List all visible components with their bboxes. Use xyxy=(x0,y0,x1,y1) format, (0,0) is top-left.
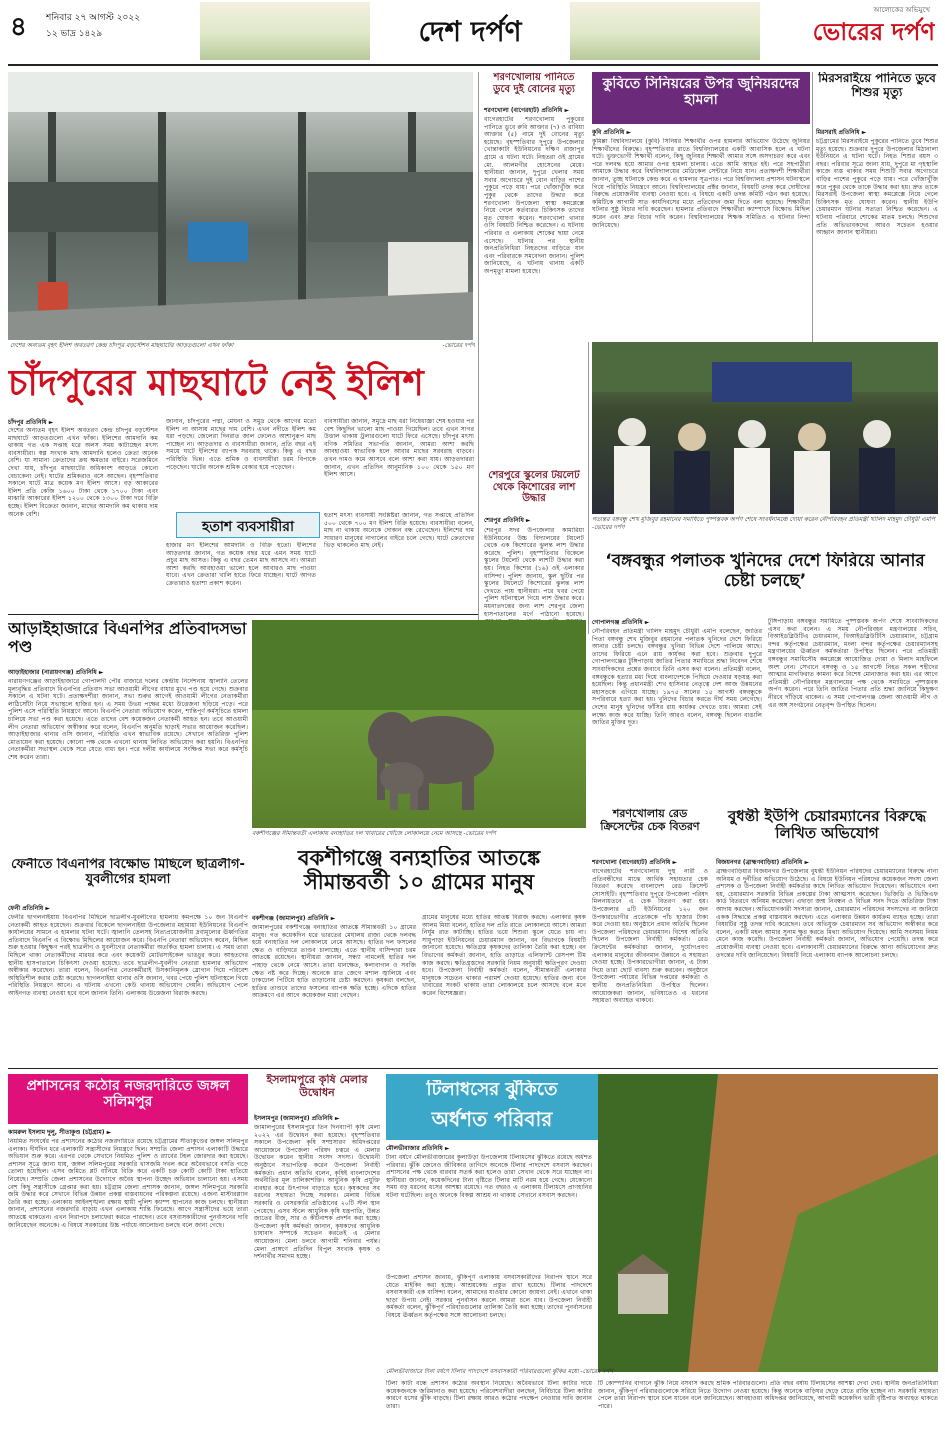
chandpur-col2: জানান, চাঁদপুরের পদ্মা, মেঘনা ও সমুদ্র থেকে আগের মতো ইলিশ না আসায় মাছের দাম বেশি। এখন নদীতে ইলিশ কম ধরা পড়ছে। জেলেরা দিনরাত জাল ফেলেও আশানুরূপ মাছ পাচ্ছেন না। আড়তদার ও ব্যবসায়ীরা জানান, প্রতি বছর এই সময়ে ঘাটে ইলিশের ব্যাপক সরবরাহ থাকে। কিন্তু এ বছর পরিস্থিতি ভিন্ন। এতে শ্রমিক ও ব্যবসায়ীরা চরম বিপাকে পড়েছেন। ঘাটের অনেক শ্রমিক বেকার হয়ে পড়েছেন। xyxy=(166,418,316,471)
logo-tagline: আলোকের অভিমুখে xyxy=(873,6,930,14)
page-header xyxy=(0,0,945,64)
bottom-section-rule xyxy=(8,1068,938,1069)
mirsharai-byline: মিরসরাই প্রতিনিধি ► xyxy=(816,129,867,136)
elephant-caption-credit: -ভোরের দর্পণ xyxy=(463,830,496,837)
kubi-headline-box xyxy=(592,72,810,124)
tila-body4: টি কোম্পানির বাগানে ঝুঁকি নিয়ে বসবাস করছে শ্রমিক পরিবারগুলো। প্রতি বছর বর্ষায় টিলাধসের আশঙ্কা দেখা দেয়। স্থানীয় জনপ্রতিনিধিরা জানান, ঝুঁকিপূর্ণ পরিবারগুলোকে সরিয়ে নিতে উদ্যোগ নেওয়া হয়েছে। কিন্তু অনেকে বাড়িঘর ছেড়ে যেতে রাজি হচ্ছেন না। সরকারি সহায়তা পেলে তারা নিরাপদ স্থানে চলে যাবেন বলে জানিয়েছেন। আবহাওয়া অধিদপ্তর জানিয়েছে, আগামী কয়েকদিন ভারী বৃষ্টিপাত অব্যাহত থাকতে পারে। xyxy=(598,1380,938,1410)
chandpur-byline: চাঁদপুর প্রতিনিধি ► xyxy=(8,419,54,426)
elephant-photo xyxy=(252,620,586,828)
column-divider-2 xyxy=(588,342,589,634)
araihazar-byline: আড়াইহাজার (নারায়ণগঞ্জ) প্রতিনিধি ► xyxy=(8,669,104,676)
redcrescent-byline: শরণখোলা (বাগেরহাট) প্রতিনিধি ► xyxy=(592,859,678,866)
elephant-headline: বকশীগঞ্জে বন্যহাতির আতঙ্কে সীমান্তবর্তী ১০ গ্রামের মানুষ xyxy=(297,846,541,895)
column-divider xyxy=(478,72,479,672)
islampur-headline: ইসলামপুরে কৃষি মেলার উদ্বোধন xyxy=(266,1074,368,1099)
sherpur-headline: শেরপুরে স্কুলের টয়লেট থেকে কিশোরের লাশ উদ্ধার xyxy=(488,470,580,504)
drowning-byline: শরণখোলা (বাগেরহাট) প্রতিনিধি ► xyxy=(484,107,570,114)
tila-byline: মৌলভীবাজার প্রতিনিধি ► xyxy=(386,1145,450,1152)
chandpur-headline: চাঁদপুরের মাছঘাটে নেই ইলিশ xyxy=(8,363,424,404)
islampur-body: জামালপুরের ইসলামপুরে তিন দিনব্যাপী কৃষি মেলা ২০২২ এর উদ্বোধন করা হয়েছে। বৃহস্পতিবার সকালে উপজেলা কৃষি সম্প্রসারণ অধিদপ্তরের আয়োজনে উপজেলা পরিষদ চত্বরে এ মেলার উদ্বোধন করেন স্থানীয় সংসদ সদস্য। উদ্বোধনী অনুষ্ঠানে সভাপতিত্ব করেন উপজেলা নির্বাহী কর্মকর্তা। প্রধান অতিথি বলেন, কৃষিই বাংলাদেশের অর্থনীতির মূল চালিকাশক্তি। আধুনিক কৃষি প্রযুক্তি ব্যবহার করে উৎপাদন বাড়াতে হবে। কৃষকদের সব ধরনের সহায়তা দিচ্ছে সরকার। মেলায় বিভিন্ন সরকারি ও বেসরকারি প্রতিষ্ঠানের ২০টি স্টল স্থান পেয়েছে। এসব স্টলে আধুনিক কৃষি যন্ত্রপাতি, উন্নত জাতের বীজ, সার ও কীটনাশক প্রদর্শন করা হচ্ছে। উপজেলা কৃষি কর্মকর্তা জানান, কৃষকদের আধুনিক চাষাবাদ সম্পর্কে সচেতন করতেই এ মেলার আয়োজন। মেলা চলবে আগামী শনিবার পর্যন্ত। মেলা প্রাঙ্গণে প্রতিদিন বিপুল সংখ্যক কৃষক ও দর্শনার্থীর সমাগম হচ্ছে। xyxy=(254,1124,380,1261)
bangabandhu-col2: টুঙ্গিপাড়ায় বঙ্গবন্ধুর সমাধিতে পুষ্পস্তবক অর্পণ শেষে সাংবাদিকদের এসব কথা বলেন। এ সময় নৌপরিবহন মন্ত্রণালয়ের সচিব, বিআইডব্লিউটিএ চেয়ারম্যান, বিআইডব্লিউটিসি চেয়ারম্যান, চট্টগ্রাম বন্দর কর্তৃপক্ষের চেয়ারম্যান, মংলা বন্দর কর্তৃপক্ষের চেয়ারম্যানসহ মন্ত্রণালয়ের ঊর্ধ্বতন কর্মকর্তারা উপস্থিত ছিলেন। পরে প্রতিমন্ত্রী বঙ্গবন্ধুর সমাধিসৌধ কমপ্লেক্সে আয়োজিত দোয়া ও মিলাদ মাহফিলে অংশ নেন। সেখানে বঙ্গবন্ধু ও ১৫ আগস্টে নিহত সকল শহীদের আত্মার মাগফিরাত কামনা করে বিশেষ মোনাজাত করা হয়। এর আগে প্রতিমন্ত্রী নৌপরিবহন মন্ত্রণালয়ের পক্ষ থেকে সমাধিতে পুষ্পস্তবক অর্পণ করেন। পরে তিনি জাতির পিতার প্রতি শ্রদ্ধা জানিয়ে কিছুক্ষণ নীরবে দাঁড়িয়ে থাকেন। এ সময় গোপালগঞ্জ জেলা আওয়ামী লীগ ও এর অঙ্গ সংগঠনের নেতৃবৃন্দ উপস্থিত ছিলেন। xyxy=(768,618,938,709)
redcrescent-body: বাগেরহাটের শরণখোলায় দুস্থ নারী ও প্রতিবন্ধীদের মাঝে আর্থিক সহায়তার চেক বিতরণ করেছে বাংলাদেশ রেড ক্রিসেন্ট সোসাইটি। বৃহস্পতিবার দুপুরে উপজেলা পরিষদ মিলনায়তনে এ চেক বিতরণ করা হয়। উপজেলার ৪টি ইউনিয়নের ১২০ জন উপকারভোগীর প্রত্যেককে পাঁচ হাজার টাকা করে দেওয়া হয়। অনুষ্ঠানে প্রধান অতিথি ছিলেন উপজেলা পরিষদের চেয়ারম্যান। বিশেষ অতিথি ছিলেন উপজেলা নির্বাহী কর্মকর্তা। রেড ক্রিসেন্টের কর্মকর্তারা জানান, দুর্যোগপ্রবণ এলাকার মানুষের জীবনমান উন্নয়নে এ সহায়তা দেওয়া হচ্ছে। উপকারভোগীরা জানান, এ টাকা দিয়ে তারা ছোট ব্যবসা শুরু করবেন। অনুষ্ঠানে উপজেলা পর্যায়ের বিভিন্ন দপ্তরের কর্মকর্তা ও স্থানীয় জনপ্রতিনিধিরা উপস্থিত ছিলেন। আয়োজকরা জানান, ভবিষ্যতেও এ ধরনের সহায়তা অব্যাহত থাকবে। xyxy=(592,868,708,1005)
araihazar-headline: আড়াইহাজারে বিএনপির প্রতিবাদসভা পণ্ড xyxy=(8,620,247,657)
header-rule xyxy=(8,64,938,66)
elephant-caption-text: বকশীগঞ্জের সীমান্তবর্তী এলাকায় বন্যহাতির দল খাবারের খোঁজে লোকালয়ে নেমে আসছে xyxy=(252,830,462,837)
bangabandhu-col1: নৌপরিবহন প্রতিমন্ত্রী খালিদ মাহমুদ চৌধুরী এমপি বলেছেন, জাতির পিতা বঙ্গবন্ধু শেখ মুজিবুর রহমানের পলাতক খুনিদের দেশে ফিরিয়ে আনার চেষ্টা চলছে। বঙ্গবন্ধুর খুনিরা বিভিন্ন দেশে পালিয়ে আছে। তাদের ফিরিয়ে এনে রায় কার্যকর করা হবে। শুক্রবার দুপুরে গোপালগঞ্জের টুঙ্গিপাড়ায় জাতির পিতার সমাধিতে শ্রদ্ধা নিবেদন শেষে সাংবাদিকদের প্রশ্নের জবাবে তিনি এসব কথা বলেন। প্রতিমন্ত্রী বলেন, বঙ্গবন্ধুকে হত্যার মধ্য দিয়ে বাংলাদেশকে পিছিয়ে দেওয়ার ষড়যন্ত্র করা হয়েছিল। কিন্তু প্রধানমন্ত্রী শেখ হাসিনার নেতৃত্বে দেশ আজ উন্নয়নের মহাসড়কে এগিয়ে যাচ্ছে। ১৯৭৫ সালের ১৫ আগস্ট বঙ্গবন্ধুকে সপরিবারে হত্যা করা হয়। খুনিদের বিচার করতে দীর্ঘ সময় লেগেছে। দেশের মানুষ খুনিদের ফাঁসির রায় কার্যকর দেখতে চায়। আমরা সেই লক্ষ্যে কাজ করে যাচ্ছি। তিনি আরও বলেন, বঙ্গবন্ধু ছিলেন বাঙালি জাতির মুক্তির দূত। xyxy=(592,628,762,727)
mirsharai-headline: মিরসরাইয়ে পানিতে ডুবে শিশুর মৃত্যু xyxy=(818,72,936,99)
chandpur-subhead-box xyxy=(176,512,320,538)
salimpur-byline: কামরুল ইসলাম দুলু, সীতাকুণ্ড (চট্টগ্রাম) ► xyxy=(8,1129,112,1136)
kubi-byline: কুবি প্রতিনিধি ► xyxy=(592,129,632,136)
mourning-caption xyxy=(592,516,938,540)
tila-headline-box xyxy=(386,1074,598,1140)
tila-headline-line2: অর্ধশত পরিবার xyxy=(431,1108,553,1131)
islampur-byline: ইসলামপুর (জামালপুর) প্রতিনিধি ► xyxy=(254,1115,340,1122)
feni-headline: ফেনীতে বিএনপির বিক্ষোভ মিছিলে ছাত্রলীগ-যুবলীগের হামলা xyxy=(11,858,245,887)
date-line-1: শনিবার ২৭ আগস্ট ২০২২ xyxy=(46,13,141,22)
tila-body1: টানা বর্ষণে মৌলভীবাজারের কুলাউড়া উপজেলায় টিলাধসের ঝুঁকিতে রয়েছে অর্ধশত পরিবার। ঝুঁকি জেনেও জীবিকার তাগিদে অনেকে টিলার পাদদেশে বসবাস করছেন। প্রশাসনের পক্ষ থেকে বারবার সতর্ক করা হলেও তারা সেখান থেকে সরে যাচ্ছেন না। স্থানীয়রা জানান, কয়েকদিনের টানা বৃষ্টিতে টিলার মাটি নরম হয়ে গেছে। যেকোনো সময় বড় ধরনের ধসের আশঙ্কা রয়েছে। গত বছরও এ এলাকায় টিলাধসে প্রাণহানির ঘটনা ঘটেছিল। তবুও অনেকে বিকল্প আশ্রয় না থাকায় সেখানে বসবাস করছেন। xyxy=(386,1154,592,1199)
budhanti-headline: বুধন্তী ইউপি চেয়ারম্যানের বিরুদ্ধে লিখিত অভিযোগ xyxy=(727,808,927,843)
tila-body2: উপজেলা প্রশাসন জানায়, ঝুঁকিপূর্ণ এলাকায় বসবাসকারীদের নিরাপদ স্থানে সরে যেতে মাইকিং করা হচ্ছে। আশ্রয়কেন্দ্র প্রস্তুত রাখা হয়েছে। টিলার পাদদেশে বসবাসকারী এক বাসিন্দা বলেন, আমাদের যাওয়ার কোনো জায়গা নেই। এখানে থাকা ছাড়া উপায় নেই। সরকার পুনর্বাসন করলে আমরা চলে যাব। উপজেলা নির্বাহী কর্মকর্তা বলেন, ঝুঁকিপূর্ণ পরিবারগুলোর তালিকা তৈরি করা হচ্ছে। তাদের পুনর্বাসনের বিষয়ে ঊর্ধ্বতন কর্তৃপক্ষের সঙ্গে আলোচনা চলছে। xyxy=(386,1274,592,1319)
tila-headline-line1: টিলাধসের ঝুঁকিতে xyxy=(426,1080,558,1100)
kubi-headline: কুবিতে সিনিয়রের উপর জুনিয়রদের হামলা xyxy=(602,76,800,109)
budhanti-body: ব্রাহ্মণবাড়িয়ার বিজয়নগর উপজেলার বুধন্তী ইউনিয়ন পরিষদের চেয়ারম্যানের বিরুদ্ধে নানা অনিয়ম ও দুর্নীতির অভিযোগ উঠেছে। এ বিষয়ে ইউনিয়ন পরিষদের কয়েকজন সদস্য জেলা প্রশাসক ও উপজেলা নির্বাহী কর্মকর্তার কাছে লিখিত অভিযোগ দিয়েছেন। অভিযোগে বলা হয়, চেয়ারম্যান সরকারি বিভিন্ন প্রকল্পের টাকা আত্মসাৎ করেছেন। ভিজিডি ও ভিজিএফ কার্ড বিতরণে অনিয়ম করেছেন। এছাড়া জন্ম নিবন্ধন ও বিভিন্ন সনদ দিতে অতিরিক্ত টাকা আদায় করছেন। অভিযোগকারী সদস্যরা জানান, চেয়ারম্যান পরিষদের সদস্যদের না জানিয়ে একক সিদ্ধান্তে প্রকল্প বাস্তবায়ন করছেন। এতে এলাকার উন্নয়ন কার্যক্রম ব্যাহত হচ্ছে। তারা বিষয়টির সুষ্ঠু তদন্ত দাবি করেছেন। তবে অভিযুক্ত চেয়ারম্যান সব অভিযোগ অস্বীকার করে বলেন, একটি মহল আমার সুনাম ক্ষুণ্ণ করতে মিথ্যা অভিযোগ দিয়েছে। আমি সবসময় নিয়ম মেনে কাজ করেছি। উপজেলা নির্বাহী কর্মকর্তা জানান, অভিযোগ পেয়েছি। তদন্ত করে প্রয়োজনীয় ব্যবস্থা নেওয়া হবে। এলাকাবাসী চেয়ারম্যানের বিরুদ্ধে আনা অভিযোগের দ্রুত তদন্তের দাবি জানিয়েছেন। বিষয়টি নিয়ে এলাকায় ব্যাপক আলোচনা চলছে। xyxy=(716,868,938,959)
landslide-illustration xyxy=(598,1074,938,1372)
newspaper-logo: ভোরের দর্পণ xyxy=(812,18,935,46)
fish-market-photo xyxy=(8,72,473,340)
salimpur-headline-box xyxy=(8,1074,248,1124)
feni-byline: ফেনী প্রতিনিধি ► xyxy=(8,905,50,912)
fish-market-caption xyxy=(10,342,410,352)
feni-body: ফেনীর ছাগলনাইয়ায় বিএনপির মিছিলে ছাত্রলীগ-যুবলীগের হামলায় কমপক্ষে ১০ জন বিএনপি নেতাকর্মী আহত হয়েছেন। শুক্রবার বিকেলে ছাগলনাইয়া উপজেলার মহামায়া ইউনিয়নের বিএনপি কার্যালয়ের সামনে এ হামলার ঘটনা ঘটে। জ্বালানি তেলসহ নিত্যপ্রয়োজনীয় দ্রব্যমূল্যের ঊর্ধ্বগতির প্রতিবাদে বিএনপি এ বিক্ষোভ মিছিলের আয়োজন করে। বিএনপি নেতারা অভিযোগ করেন, মিছিল শুরু হওয়ার কিছুক্ষণ পরই ছাত্রলীগ ও যুবলীগের নেতাকর্মীরা অতর্কিত হামলা চালায়। এ সময় তারা মিছিলে থাকা নেতাকর্মীদের মারধর করে এবং কয়েকটি মোটরসাইকেল ভাঙচুর করে। আহতদের স্থানীয় হাসপাতালে চিকিৎসা দেওয়া হয়েছে। তবে ছাত্রলীগ-যুবলীগ নেতারা হামলার অভিযোগ অস্বীকার করেছেন। তারা বলেন, বিএনপির নেতাকর্মীরাই উসকানিমূলক স্লোগান দিয়ে পরিবেশ অস্থিতিশীল করার চেষ্টা করেছে। ছাগলনাইয়া থানার ওসি জানান, খবর পেয়ে পুলিশ ঘটনাস্থলে গিয়ে পরিস্থিতি নিয়ন্ত্রণে আনে। এ ঘটনায় এখনো কেউ থানায় অভিযোগ দেয়নি। অভিযোগ পেলে আইনগত ব্যবস্থা নেওয়া হবে বলে জানান তিনি। এলাকায় উত্তেজনা বিরাজ করছে। xyxy=(8,914,248,997)
salimpur-headline: প্রশাসনের কঠোর নজরদারিতে জঙ্গল সলিমপুর xyxy=(26,1078,230,1111)
chandpur-subhead: হতাশ ব্যবসায়ীরা xyxy=(201,519,295,535)
bangabandhu-headline: ‘বঙ্গবন্ধুর পলাতক খুনিদের দেশে ফিরিয়ে আনার চেষ্টা চলছে’ xyxy=(605,552,925,591)
mourning-caption-text: গত্যন্তর বঙ্গবন্ধু শেখ মুজিবুর রহমানের সমাধিতে পুষ্পস্তবক অর্পণ শেষে সংবর্ধনামঞ্চে দোয়া করেন নৌপরিবহন প্রতিমন্ত্রী খালিদ মাহমুদ চৌধুরী এমপি xyxy=(592,516,935,523)
header-decor-right xyxy=(570,2,760,60)
mourning-caption-credit: -ভোরের দর্পণ xyxy=(592,523,625,531)
elephant-byline: বকশীগঞ্জ (জামালপুর) প্রতিনিধি ► xyxy=(252,915,336,922)
tila-body3: টিলা কাটা বন্ধে প্রশাসন কঠোর অবস্থান নিয়েছে। অবৈধভাবে টিলা কাটার দায়ে কয়েকজনকে জরিমানাও করা হয়েছে। পরিবেশবাদীরা বলছেন, নির্বিচারে টিলা কাটার কারণে ধসের ঝুঁকি বাড়ছে। টিলা রক্ষায় আরও কঠোর পদক্ষেপ নেওয়ার দাবি জানান তারা। xyxy=(386,1380,592,1410)
chandpur-col3: ব্যবসায়ীরা জানান, সমুদ্রে মাছ ধরা নিষেধাজ্ঞা শেষ হওয়ার পর বেশ কিছুদিন ভালো মাছ পাওয়া গিয়েছিল। তবে এখন সাগর উত্তাল থাকায় ট্রলারগুলো ঘাটে ফিরে এসেছে। চাঁদপুর মৎস্য বণিক সমিতির সভাপতি জানান, আমরা আশা করছি আবহাওয়া স্বাভাবিক হলে আবার মাছের সরবরাহ বাড়বে। তখন দামও কমে আসবে বলে আশা করা যায়। আড়তদাররা জানান, এখন প্রতিদিন আনুমানিক ১০০ থেকে ১৫০ মণ ইলিশ আসে। xyxy=(324,418,474,479)
fish-market-credit: -ভোরের দর্পণ xyxy=(442,342,475,349)
budhanti-byline: বিজয়নগর (ব্রাহ্মণবাড়িয়া) প্রতিনিধি ► xyxy=(716,859,810,866)
drowning-body: বাগেরহাটের শরণখোলায় পুকুরের পানিতে ডুবে রুবি আক্তার (৭) ও রাবিয়া আক্তার (৫) নামে দুই বোনের মৃত্যু হয়েছে। বৃহস্পতিবার দুপুরে উপজেলার খোন্তাকাটা ইউনিয়নের দক্ষিণ রাজাপুর গ্রামে এ ঘটনা ঘটে। নিহতরা ওই গ্রামের মো. আলমগীর হোসেনের মেয়ে। স্থানীয়রা জানান, দুপুরে খেলার সময় সবার অগোচরে দুই বোন বাড়ির পাশের পুকুরে পড়ে যায়। পরে খোঁজাখুঁজি করে পুকুর থেকে তাদের উদ্ধার করে শরণখোলা উপজেলা স্বাস্থ্য কমপ্লেক্সে নিয়ে গেলে কর্তব্যরত চিকিৎসক তাদের মৃত ঘোষণা করেন। শরণখোলা থানার ওসি বিষয়টি নিশ্চিত করেছেন। এ ঘটনায় পরিবার ও এলাকায় শোকের ছায়া নেমে এসেছে। ঘটনার পর স্থানীয় জনপ্রতিনিধিরা নিহতদের বাড়িতে যান এবং পরিবারকে সমবেদনা জানান। পুলিশ জানিয়েছে, এ ঘটনায় থানায় একটি অপমৃত্যু মামলা হয়েছে। xyxy=(484,116,584,275)
chandpur-col2b: হাজার মণ ইলিশের আমদানি ও বিক্রি হতো। ইলিশের আড়তদার জানান, গত কয়েক বছর ধরে এমন সময় ঘাটে প্রচুর মাছ আসত। কিন্তু এ বছর তেমন মাছ আসছে না। আমরা আশা করছি আবহাওয়া ভালো হলে আবারও মাছ পাওয়া যাবে। এখন ক্রেতারা খালি হাতে ফিরে যাচ্ছেন। ঘাটে আগত ক্রেতারাও হতাশা প্রকাশ করেন। xyxy=(166,542,316,587)
araihazar-body: নারায়ণগঞ্জের আড়াইহাজারে গোপালদী পৌর বাজারে দলের কেন্দ্রীয় নির্দেশনায় জ্বালানি তেলের মূল্যবৃদ্ধির প্রতিবাদে বিএনপির প্রতিবাদ সভা আওয়ামী লীগের বাধার মুখে পণ্ড হয়ে গেছে। শুক্রবার সকালে এ ঘটনা ঘটে। প্রত্যক্ষদর্শীরা জানান, সভা শুরুর আগেই আওয়ামী লীগের নেতাকর্মীরা লাঠিসোঁটা নিয়ে সভাস্থলে হাজির হন। এ সময় উভয় পক্ষের মধ্যে উত্তেজনা ছড়িয়ে পড়ে। পরে পুলিশ এসে পরিস্থিতি নিয়ন্ত্রণে আনে। বিএনপি নেতারা অভিযোগ করেন, শান্তিপূর্ণ কর্মসূচিতে হামলা চালিয়ে সভা পণ্ড করা হয়েছে। এতে তাদের বেশ কয়েকজন নেতাকর্মী আহত হন। তবে আওয়ামী লীগ নেতারা অভিযোগ অস্বীকার করে বলেন, বিএনপি অনুমতি ছাড়াই সভার আয়োজন করেছিল। আড়াইহাজার থানার ওসি জানান, পরিস্থিতি এখন স্বাভাবিক রয়েছে। সেখানে অতিরিক্ত পুলিশ মোতায়েন করা হয়েছে। কোনো পক্ষ থেকে এখনো থানায় লিখিত অভিযোগ করা হয়নি। বিএনপির নেতাকর্মীরা সভাস্থল থেকে সরে যেতে বাধ্য হন। পরে দলীয় কার্যালয়ে সংক্ষিপ্ত সভা করে কর্মসূচি শেষ করেন তারা। xyxy=(8,678,248,761)
elephant-col2: গ্রামের মানুষের মধ্যে হাতির আতঙ্ক বিরাজ করছে। এলাকার কৃষক আলম মিয়া বলেন, হাতির দল প্রতি রাতে লোকালয়ে আসে। আমরা নির্ঘুম রাত কাটাচ্ছি। হাতির ভয়ে শিশুরা স্কুলে যেতে চায় না। সাধুপাড়া ইউনিয়নের চেয়ারম্যান জানান, বন বিভাগকে বিষয়টি জানানো হয়েছে। ক্ষতিগ্রস্ত কৃষকদের তালিকা তৈরি করা হচ্ছে। বন বিভাগের কর্মকর্তা জানান, হাতি তাড়াতে এলিফ্যান্ট রেসপন্স টিম কাজ করছে। ক্ষতিগ্রস্তদের সরকারি নিয়ম অনুযায়ী ক্ষতিপূরণ দেওয়া হবে। উপজেলা নির্বাহী কর্মকর্তা বলেন, সীমান্তবর্তী এলাকার মানুষকে সচেতন থাকার পরামর্শ দেওয়া হয়েছে। হাতির জন্য বনে খাবারের সংকট থাকায় তারা লোকালয়ে চলে আসছে বলে মনে করেন বিশেষজ্ঞরা। xyxy=(422,914,586,997)
landslide-photo xyxy=(598,1074,938,1372)
date-line-2: ১২ ভাদ্র ১৪২৯ xyxy=(46,29,103,38)
mourning-illustration xyxy=(592,342,938,514)
redcrescent-headline: শরণখোলায় রেড ক্রিসেন্টের চেক বিতরণ xyxy=(600,808,700,833)
chandpur-col1: দেশের অন্যতম বৃহৎ ইলিশ অবতরণ কেন্দ্র চাঁদপুর বড়স্টেশন মাছঘাটে আড়তগুলো এখন ফাঁকা। ইলিশের আমদানি কম থাকায় গত এক সপ্তাহ ধরে অলস সময় কাটাচ্ছেন মৎস্য ব্যবসায়ীরা। স্বল্প সংখ্যক মাছ আমদানি হলেও ক্রেতা অনেক বেশি। যা সামান্য ক্রেতাদের ক্রয় ক্ষমতার বাইরে। সরেজমিনে দেখা যায়, চাঁদপুর মাছঘাটের অধিকাংশ আড়তে কোনো বেচাকেনা নেই। ঘাটের শ্রমিকরাও বসে আছেন। বৃহস্পতিবার সকালে ঘাটে মাত্র কয়েক মণ ইলিশ আসে। বড় আকারের ইলিশ প্রতি কেজি ১৬০০ টাকা থেকে ১৭০০ টাকা এবং মাঝারি আকারের ইলিশ ১২০০ থেকে ১৩০০ টাকা দরে বিক্রি হচ্ছে। ইলিশ বিক্রেতা জানান, মাছের আমদানি কম থাকায় দাম অনেক বেশি। xyxy=(8,427,158,518)
elephant-col1: জামালপুরের বকশীগঞ্জে বন্যহাতির আতঙ্কে সীমান্তবর্তী ১০ গ্রামের মানুষ। গত কয়েকদিন ধরে ভারতের মেঘালয় রাজ্য থেকে দলবদ্ধ হয়ে বন্যহাতির দল লোকালয়ে নেমে আসছে। হাতির দল ফসলের ক্ষেত ও বাড়িঘরে তাণ্ডব চালাচ্ছে। এতে স্থানীয় বাসিন্দারা চরম আতঙ্কে রয়েছেন। স্থানীয়রা জানান, সন্ধ্যা নামলেই হাতির দল পাহাড় থেকে নেমে আসে। তারা ধানক্ষেত, কলাবাগান ও সবজি ক্ষেত নষ্ট করে দিচ্ছে। অনেকে রাত জেগে মশাল জ্বালিয়ে এবং ঢাকঢোল পিটিয়ে হাতি তাড়ানোর চেষ্টা করছেন। কৃষকরা বলছেন, হাতির তাণ্ডবে তাদের ফসলের ব্যাপক ক্ষতি হচ্ছে। এদিকে হাতির আক্রমণে এর আগে কয়েকজন মারা গেছেন। xyxy=(252,924,416,1000)
landslide-caption-credit: -ভোরের দর্পণ xyxy=(580,1368,613,1375)
section-rule xyxy=(8,614,478,615)
page-number: ৪ xyxy=(10,12,27,36)
fish-market-illustration xyxy=(8,72,473,340)
sherpur-byline: শেরপুর প্রতিনিধি ► xyxy=(484,517,531,524)
salimpur-body: নিয়মিত সংঘর্ষের পর প্রশাসনের কঠোর নজরদারিতে রয়েছে চট্টগ্রামের সীতাকুণ্ডের জঙ্গল সলিমপুর এলাকা। দীর্ঘদিন ধরে এলাকাটি সন্ত্রাসীদের নিয়ন্ত্রণে ছিল। সম্প্রতি জেলা প্রশাসন এলাকাটি উদ্ধারে অভিযান শুরু করে। এরপর থেকে সেখানে নিয়মিত পুলিশ ও র‍্যাবের টহল জোরদার করা হয়েছে। প্রশাসন সূত্রে জানা যায়, জঙ্গল সলিমপুরের সরকারি খাসজমি দখল করে অবৈধভাবে বসতি গড়ে তোলা হয়েছিল। এসব জমিতে প্লট বানিয়ে বিক্রি করে একটি চক্র কোটি কোটি টাকা হাতিয়ে নিয়েছে। সম্প্রতি জেলা প্রশাসনের উদ্যোগে অবৈধ স্থাপনা উচ্ছেদ অভিযান চালানো হয়। এসময় বেশ কিছু সন্ত্রাসীকে গ্রেপ্তার করা হয়। চট্টগ্রাম জেলা প্রশাসক জানান, জঙ্গল সলিমপুরে সরকারি জমি উদ্ধার করে সেখানে বিভিন্ন উন্নয়ন প্রকল্প বাস্তবায়নের পরিকল্পনা রয়েছে। এজন্য মাস্টারপ্ল্যান তৈরি করা হচ্ছে। এলাকায় আইনশৃঙ্খলা রক্ষায় স্থায়ী পুলিশ ক্যাম্প স্থাপনের কাজ চলছে। স্থানীয়রা জানান, প্রশাসনের নজরদারি বাড়ায় এখন এলাকায় শান্তি ফিরেছে। আগে সন্ত্রাসীদের ভয়ে তারা আতঙ্কে থাকতেন। এখন নিরাপদে চলাফেরা করতে পারছেন। তবে বসবাসকারীদের পুনর্বাসনের দাবি জানিয়েছেন অনেকে। এ বিষয়ে সরকারের উচ্চ পর্যায়ে আলোচনা চলছে বলে জানা গেছে। xyxy=(8,1138,248,1229)
section-title: দেশ দর্পণ xyxy=(418,15,522,48)
column-divider-right xyxy=(812,72,813,342)
landslide-caption xyxy=(386,1368,938,1378)
mirsharai-body: চট্টগ্রামের মিরসরাইয়ে পুকুরের পানিতে ডুবে শিশুর মৃত্যু হয়েছে। শুক্রবার দুপুরে উপজেলার মিঠানালা ইউনিয়নে এ ঘটনা ঘটে। নিহত শিশুর বয়স ৩ বছর। পরিবার সূত্রে জানা যায়, দুপুরে মা গৃহস্থালি কাজে ব্যস্ত থাকার সময় শিশুটি সবার অগোচরে বাড়ির পাশের পুকুরে পড়ে যায়। পরে খোঁজাখুঁজি করে পুকুর থেকে তাকে উদ্ধার করা হয়। দ্রুত তাকে মিরসরাই উপজেলা স্বাস্থ্য কমপ্লেক্সে নিয়ে গেলে চিকিৎসক মৃত ঘোষণা করেন। স্থানীয় ইউপি চেয়ারম্যান ঘটনার সত্যতা নিশ্চিত করেছেন। এ ঘটনায় পরিবারে শোকের মাতম চলছে। শিশুদের প্রতি অভিভাবকদের আরও সচেতন হওয়ার আহ্বান জানান স্থানীয়রা। xyxy=(816,138,938,237)
caption-text: দেশের অন্যতম বৃহৎ ইলিশ অবতরণ কেন্দ্র চাঁদপুর বড়স্টেশন মাছঘাটের আড়তগুলো এখন ফাঁকা xyxy=(10,342,234,349)
mourning-photo xyxy=(592,342,938,514)
header-decor-left xyxy=(200,2,370,60)
kubi-body: কুমিল্লা বিশ্ববিদ্যালয়ে (কুবি) সিনিয়র শিক্ষার্থীর ওপর হামলার অভিযোগ উঠেছে জুনিয়র শিক্ষার্থীদের বিরুদ্ধে। বৃহস্পতিবার রাতে বিশ্ববিদ্যালয়ের একটি আবাসিক হলে এ ঘটনা ঘটে। ভুক্তভোগী শিক্ষার্থী বলেন, কিছু জুনিয়র শিক্ষার্থী আমার সঙ্গে অসদাচরণ করে এবং পরে দলবদ্ধ হয়ে আমার ওপর হামলা চালায়। এতে আমি আহত হই। পরে সহপাঠীরা আমাকে উদ্ধার করে বিশ্ববিদ্যালয়ের মেডিকেল সেন্টারে নিয়ে যান। প্রত্যক্ষদর্শী শিক্ষার্থীরা জানান, তুচ্ছ ঘটনাকে কেন্দ্র করে এ হামলার সূত্রপাত। পরে বিশ্ববিদ্যালয় প্রশাসন ঘটনাস্থলে গিয়ে পরিস্থিতি নিয়ন্ত্রণে আনে। বিশ্ববিদ্যালয়ের প্রক্টর জানান, বিষয়টি তদন্ত করে দোষীদের বিরুদ্ধে প্রয়োজনীয় ব্যবস্থা নেওয়া হবে। এ বিষয়ে একটি তদন্ত কমিটি গঠন করা হয়েছে। কমিটিকে আগামী সাত কার্যদিবসের মধ্যে প্রতিবেদন জমা দিতে বলা হয়েছে। শিক্ষার্থীরা ঘটনার সুষ্ঠু বিচার দাবি করেছেন। হামলার প্রতিবাদে শিক্ষার্থীরা ক্যাম্পাসে বিক্ষোভ মিছিল করেন এবং দ্রুত বিচার দাবি করেন। বিশ্ববিদ্যালয়ের শিক্ষক সমিতিও এ ঘটনার নিন্দা জানিয়েছে। xyxy=(592,138,810,229)
bangabandhu-byline: গোপালগঞ্জ প্রতিনিধি ► xyxy=(592,619,650,626)
elephant-illustration xyxy=(252,620,586,828)
chandpur-col3b: হতাশ মৎস্য ব্যবসায়ী সংশ্লিষ্টরা জানান, গত সপ্তাহে প্রতিদিন ৫০০ থেকে ৭০০ মণ ইলিশ বিক্রি হয়েছে। ব্যবসায়ীরা বলেন, মাছ না থাকায় অনেকে দোকান বন্ধ রেখেছেন। ইলিশের দাম সাধারণ মানুষের নাগালের বাইরে চলে গেছে। ঘাটে ক্রেতাদের ভিড় থাকলেও মাছ নেই। xyxy=(324,512,474,550)
elephant-caption xyxy=(252,830,586,840)
drowning-headline: শরণখোলায় পানিতে ডুবে দুই বোনের মৃত্যু xyxy=(493,72,575,95)
sherpur-body: শেরপুর সদর উপজেলার কামারিয়া ইউনিয়নের উচ্চ বিদ্যালয়ের টয়লেট থেকে এক কিশোরের ঝুলন্ত লাশ উদ্ধার করেছে পুলিশ। বৃহস্পতিবার বিকেলে স্কুলের টয়লেট থেকে লাশটি উদ্ধার করা হয়। নিহত কিশোর (১৬) ওই এলাকার বাসিন্দা। পুলিশ জানায়, স্কুল ছুটির পর স্কুলের টয়লেটে কিশোরের ঝুলন্ত লাশ দেখতে পায় স্থানীয়রা। পরে খবর পেয়ে পুলিশ ঘটনাস্থলে গিয়ে লাশ উদ্ধার করে। ময়নাতদন্তের জন্য লাশ শেরপুর জেলা হাসপাতালের মর্গে পাঠানো হয়েছে। xyxy=(484,527,584,618)
landslide-caption-text: মৌলভীবাজারে টানা বর্ষণে টিলার পাদদেশে বসবাসকারী পরিবারগুলো ঝুঁকির মধ্যে xyxy=(386,1368,579,1375)
